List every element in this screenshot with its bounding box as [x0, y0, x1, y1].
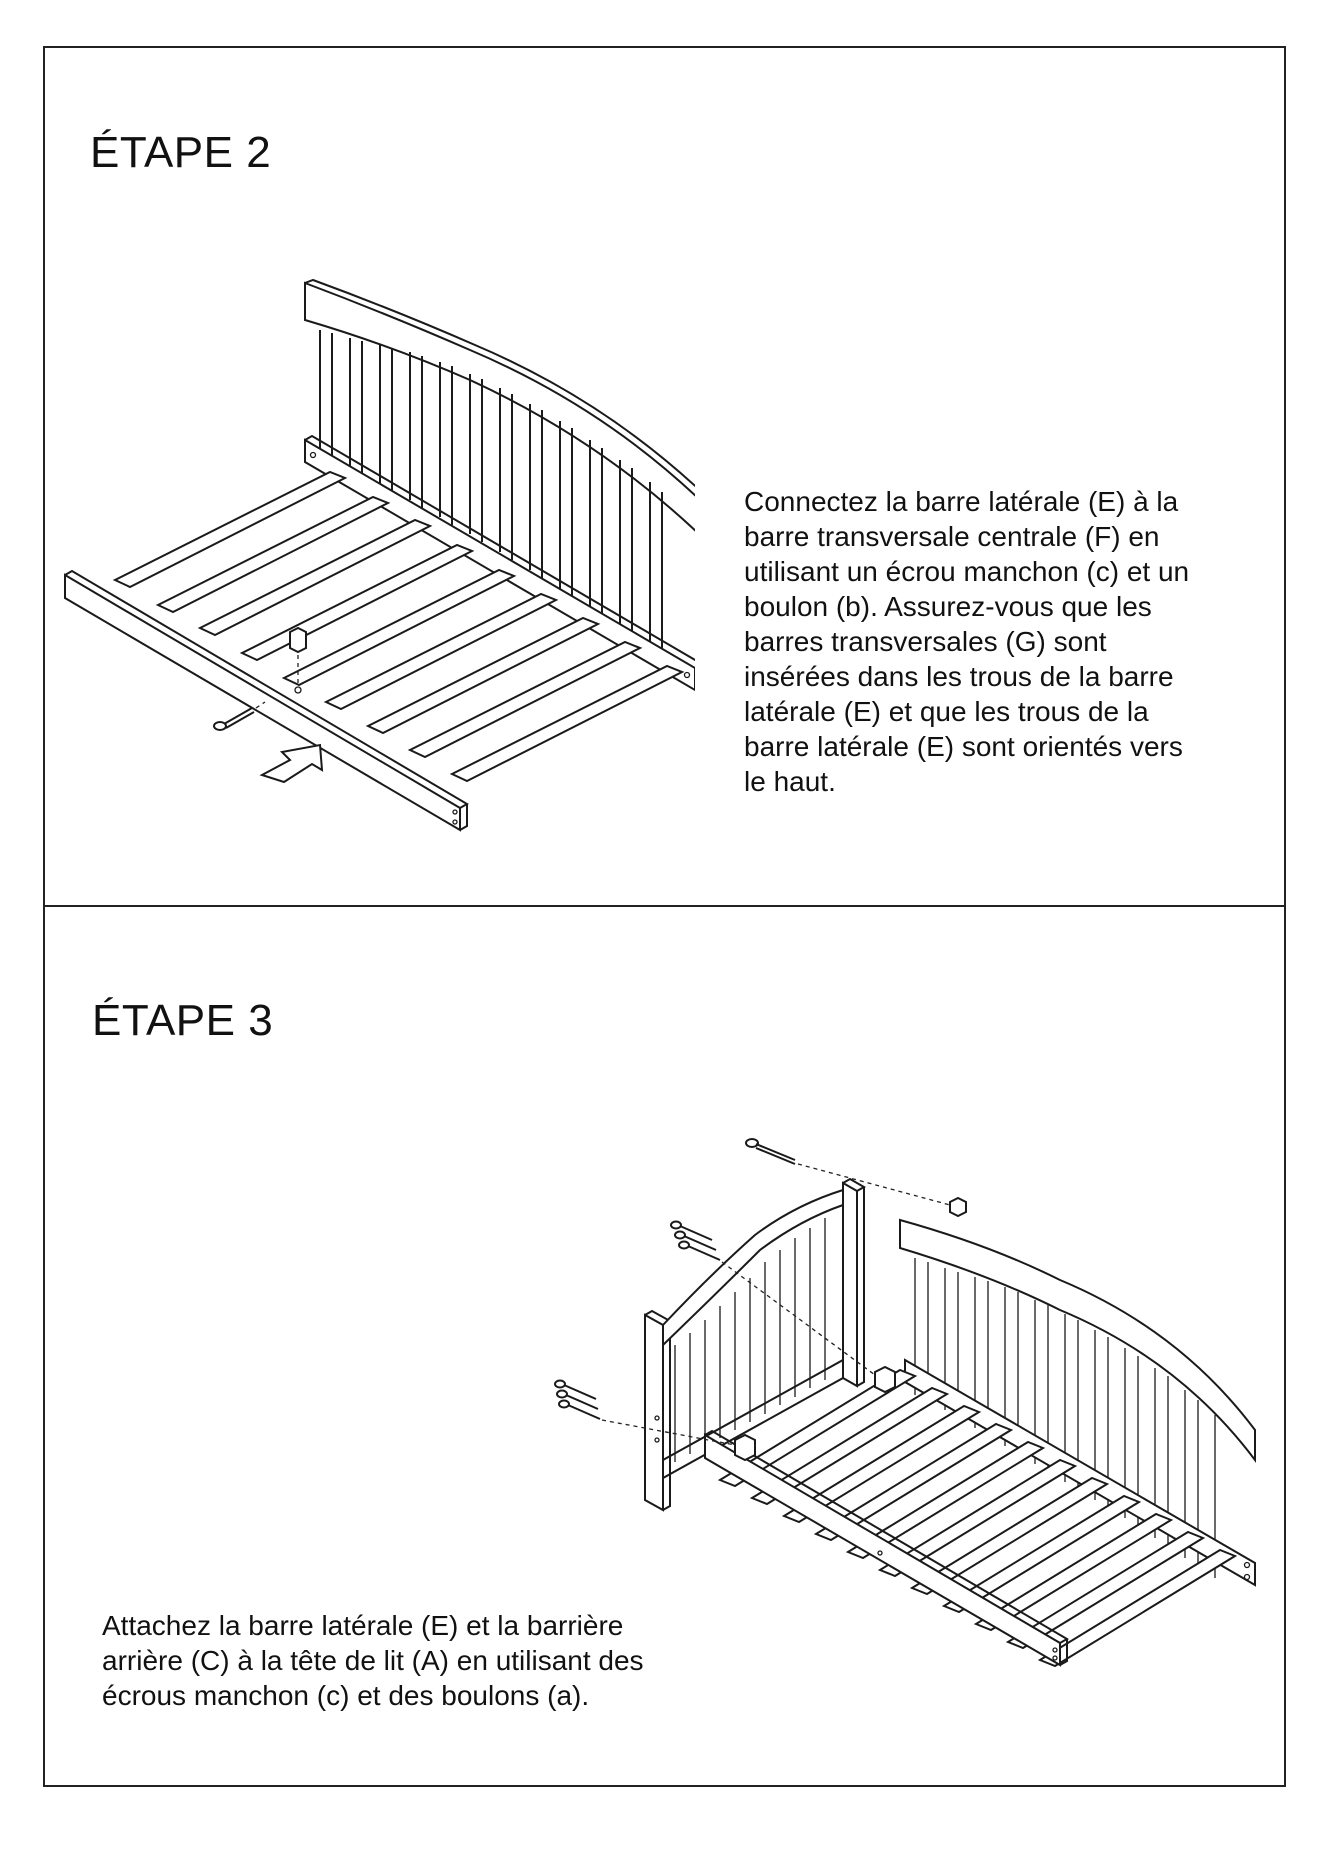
step-2-title: ÉTAPE 2: [90, 128, 272, 177]
step-3-title: ÉTAPE 3: [92, 996, 274, 1045]
bolts-a: [555, 1139, 950, 1445]
step-2-illustration: [55, 270, 695, 870]
arrow-icon: [262, 745, 322, 782]
step-3-instructions: Attachez la barre latérale (E) et la barrière arrière (C) à la tête de lit (A) en utilisant des écrous manchon (c) et des boulons (a).: [102, 1610, 644, 1711]
step-3-illustration: [540, 1120, 1260, 1810]
step-2-instructions: Connectez la barre latérale (E) à la barre transversale centrale (F) en utilisant un écrou manchon (c) et un boulon (b). Assurez-vous que les barres transversales (G) sont insérées dans les trous de la barre latérale (E) et que les trous de la barre latérale (E) sont orientés vers le haut.: [744, 486, 1190, 797]
step-divider: [43, 905, 1286, 907]
